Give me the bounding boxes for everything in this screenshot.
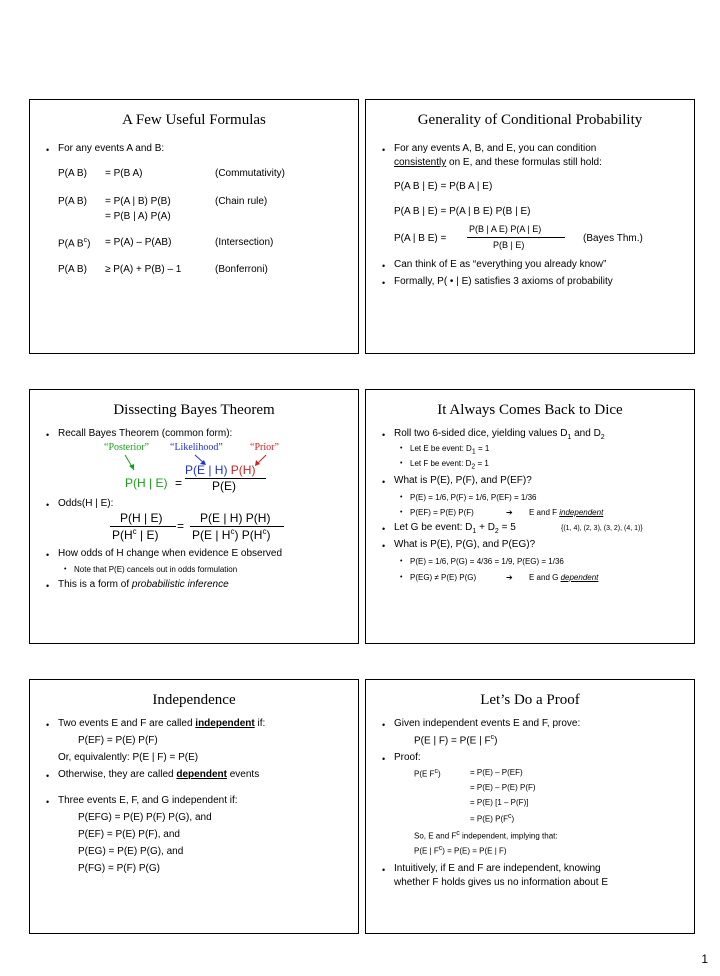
- proof-text: P(E | $F^c) = P(E) = P(E$ | F): [414, 845, 507, 856]
- equals: =: [177, 519, 185, 533]
- slide-back-to-dice: [365, 389, 695, 644]
- text: What is P(E), P(G), and P(EG)?: [394, 539, 536, 550]
- formula: P(EFG) = P(E) P(F) P(G), and: [78, 812, 212, 823]
- text: P(E) = 1/6, P(F) = 1/6, P(EF) = 1/36: [410, 493, 537, 502]
- bullet: •: [382, 430, 386, 440]
- formula-rhs: = P(A | B) P(B): [105, 196, 171, 207]
- bullet: •: [64, 566, 67, 573]
- text: Let E be event: $D_1 = 1$: [410, 444, 490, 456]
- formula: P(E | F) = P(E | $F^c$): [414, 734, 498, 747]
- slide-few-useful-formulas: [29, 99, 359, 354]
- page-number: 1: [701, 952, 708, 966]
- text: This is a form of probabilistic inference: [58, 579, 229, 590]
- bayes-numerator: P(E | H) P(H): [185, 463, 256, 477]
- arrow-icon: ➔: [506, 508, 513, 517]
- odds-num-1: P(H | E): [120, 511, 163, 525]
- formula: P(EG) = P(E) P(G), and: [78, 846, 184, 857]
- text: E and G dependent: [529, 573, 599, 582]
- bullet: •: [46, 430, 50, 440]
- odds-den-2: P(E | $H^c$) $P(H^c)$: [192, 527, 271, 542]
- slide-title: It Always Comes Back to Dice: [437, 402, 623, 418]
- slide-independence: [29, 679, 359, 934]
- text: P(EF) = P(E) P(F): [410, 508, 474, 517]
- formula: P(EF) = P(E) P(F), and: [78, 829, 180, 840]
- outcome-set: {(1, 4), (2, 3), (3, 2), (4, 1)}: [561, 525, 643, 532]
- proof-step: = P(E) – P(EF): [470, 768, 523, 777]
- formula-name: (Commutativity): [215, 168, 286, 179]
- formula: P(A B | E) = P(A | B E) P(B | E): [394, 206, 531, 217]
- formula: P(FG) = P(F) P(G): [78, 863, 160, 874]
- bullet: •: [46, 771, 50, 781]
- slide-title: Let’s Do a Proof: [480, 692, 580, 708]
- bullet: •: [382, 477, 386, 487]
- bullet: •: [382, 754, 386, 764]
- text: whether F holds gives us no information about E: [394, 877, 609, 888]
- bullet: •: [400, 460, 403, 467]
- text: Note that P(E) cancels out in odds formulation: [74, 565, 238, 574]
- bullet: •: [46, 720, 50, 730]
- slide-title: Dissecting Bayes Theorem: [113, 402, 275, 418]
- bullet: •: [382, 278, 386, 288]
- text: Formally, P( • | E) satisfies 3 axioms of probability: [394, 276, 613, 287]
- text: Can think of E as “everything you already know”: [394, 259, 607, 270]
- formula-lhs: P(A | B E) =: [394, 233, 447, 244]
- bullet: •: [46, 581, 50, 591]
- formula-lhs: P(A B): [58, 264, 87, 275]
- formula-rhs: ≥ P(A) + P(B) – 1: [105, 264, 182, 275]
- slide-lets-do-a-proof: [365, 679, 695, 934]
- bayes-lhs: P(H | E): [125, 476, 168, 490]
- slide-title: Independence: [152, 692, 236, 708]
- text: Let G be event: $D_1 + D_2 = 5$: [394, 522, 516, 535]
- text: Or, equivalently: P(E | F) = P(E): [58, 752, 199, 763]
- bullet: •: [400, 509, 403, 516]
- text: Recall Bayes Theorem (common form):: [58, 428, 233, 439]
- formula-rhs: = P(A) – P(AB): [105, 237, 172, 248]
- text: Otherwise, they are called dependent events: [58, 769, 260, 780]
- label-likelihood: “Likelihood”: [170, 442, 223, 453]
- bullet: •: [46, 145, 50, 155]
- proof-lhs: P(E $F^c$): [414, 768, 441, 779]
- text: How odds of H change when evidence E observed: [58, 548, 283, 559]
- text: For any events A and B:: [58, 143, 165, 154]
- odds-den-1: $P(H^c$ | E): [112, 527, 159, 542]
- arrow-icon: ➔: [506, 573, 513, 582]
- bullet: •: [400, 558, 403, 565]
- fraction-bar: [467, 237, 565, 238]
- bullet: •: [382, 720, 386, 730]
- formula-name: (Chain rule): [215, 196, 268, 207]
- bullet: •: [382, 541, 386, 551]
- text: Two events E and F are called independent if:: [58, 718, 266, 729]
- text: Given independent events E and F, prove:: [394, 718, 581, 729]
- bullet: •: [400, 574, 403, 581]
- formula-rhs: = P(B A): [105, 168, 143, 179]
- bullet: •: [382, 145, 386, 155]
- proof-step: = P(E) $P(F^c)$: [470, 813, 515, 824]
- text: P(E) = 1/6, P(G) = 4/36 = 1/9, P(EG) = 1/36: [410, 557, 564, 566]
- formula-lhs: P(A $B^c$): [58, 237, 91, 250]
- formula-name: (Bayes Thm.): [583, 233, 643, 244]
- text: E and F independent: [529, 508, 604, 517]
- fraction-denominator: P(B | E): [493, 240, 525, 250]
- bullet: •: [46, 797, 50, 807]
- bullet: •: [382, 524, 386, 534]
- fraction-numerator: P(B | A E) P(A | E): [469, 224, 542, 234]
- text: Proof:: [394, 752, 421, 763]
- text: What is P(E), P(F), and P(EF)?: [394, 475, 532, 486]
- bayes-denominator: P(E): [212, 479, 236, 493]
- text: Odds(H | E):: [58, 498, 114, 509]
- formula-name: (Intersection): [215, 237, 274, 248]
- bullet: •: [46, 500, 50, 510]
- text: consistently on E, and these formulas still hold:: [394, 157, 602, 168]
- label-posterior: “Posterior”: [104, 442, 149, 453]
- text: Intuitively, if E and F are independent, knowing: [394, 863, 601, 874]
- text: For any events A, B, and E, you can condition: [394, 143, 597, 154]
- proof-step: = P(E) – P(E) P(F): [470, 783, 536, 792]
- formula: P(A B | E) = P(B A | E): [394, 181, 493, 192]
- odds-num-2: P(E | H) P(H): [200, 511, 271, 525]
- slide-dissecting-bayes: [29, 389, 359, 644]
- formula-name: (Bonferroni): [215, 264, 268, 275]
- bullet: •: [400, 494, 403, 501]
- slide-title: Generality of Conditional Probability: [417, 112, 643, 128]
- slide-title: A Few Useful Formulas: [122, 112, 266, 128]
- bullet: •: [382, 865, 386, 875]
- formula-lhs: P(A B): [58, 196, 87, 207]
- equals: =: [175, 476, 183, 490]
- text: P(EG) ≠ P(E) P(G): [410, 573, 477, 582]
- bullet: •: [400, 445, 403, 452]
- slide-generality-conditional: [365, 99, 695, 354]
- formula-rhs: = P(B | A) P(A): [105, 211, 171, 222]
- text: Let F be event: $D_2 = 1$: [410, 459, 489, 471]
- text: Roll two 6-sided dice, yielding values $D_1$ and $D_2$: [394, 428, 605, 441]
- formula-lhs: P(A B): [58, 168, 87, 179]
- formula: P(EF) = P(E) P(F): [78, 735, 158, 746]
- proof-text: So, E and $F^c$ independent, implying that:: [414, 830, 558, 841]
- proof-step: = P(E) [1 – P(F)]: [470, 798, 529, 807]
- text: Three events E, F, and G independent if:: [58, 795, 238, 806]
- bullet: •: [46, 550, 50, 560]
- label-prior: “Prior”: [250, 442, 279, 453]
- bullet: •: [382, 261, 386, 271]
